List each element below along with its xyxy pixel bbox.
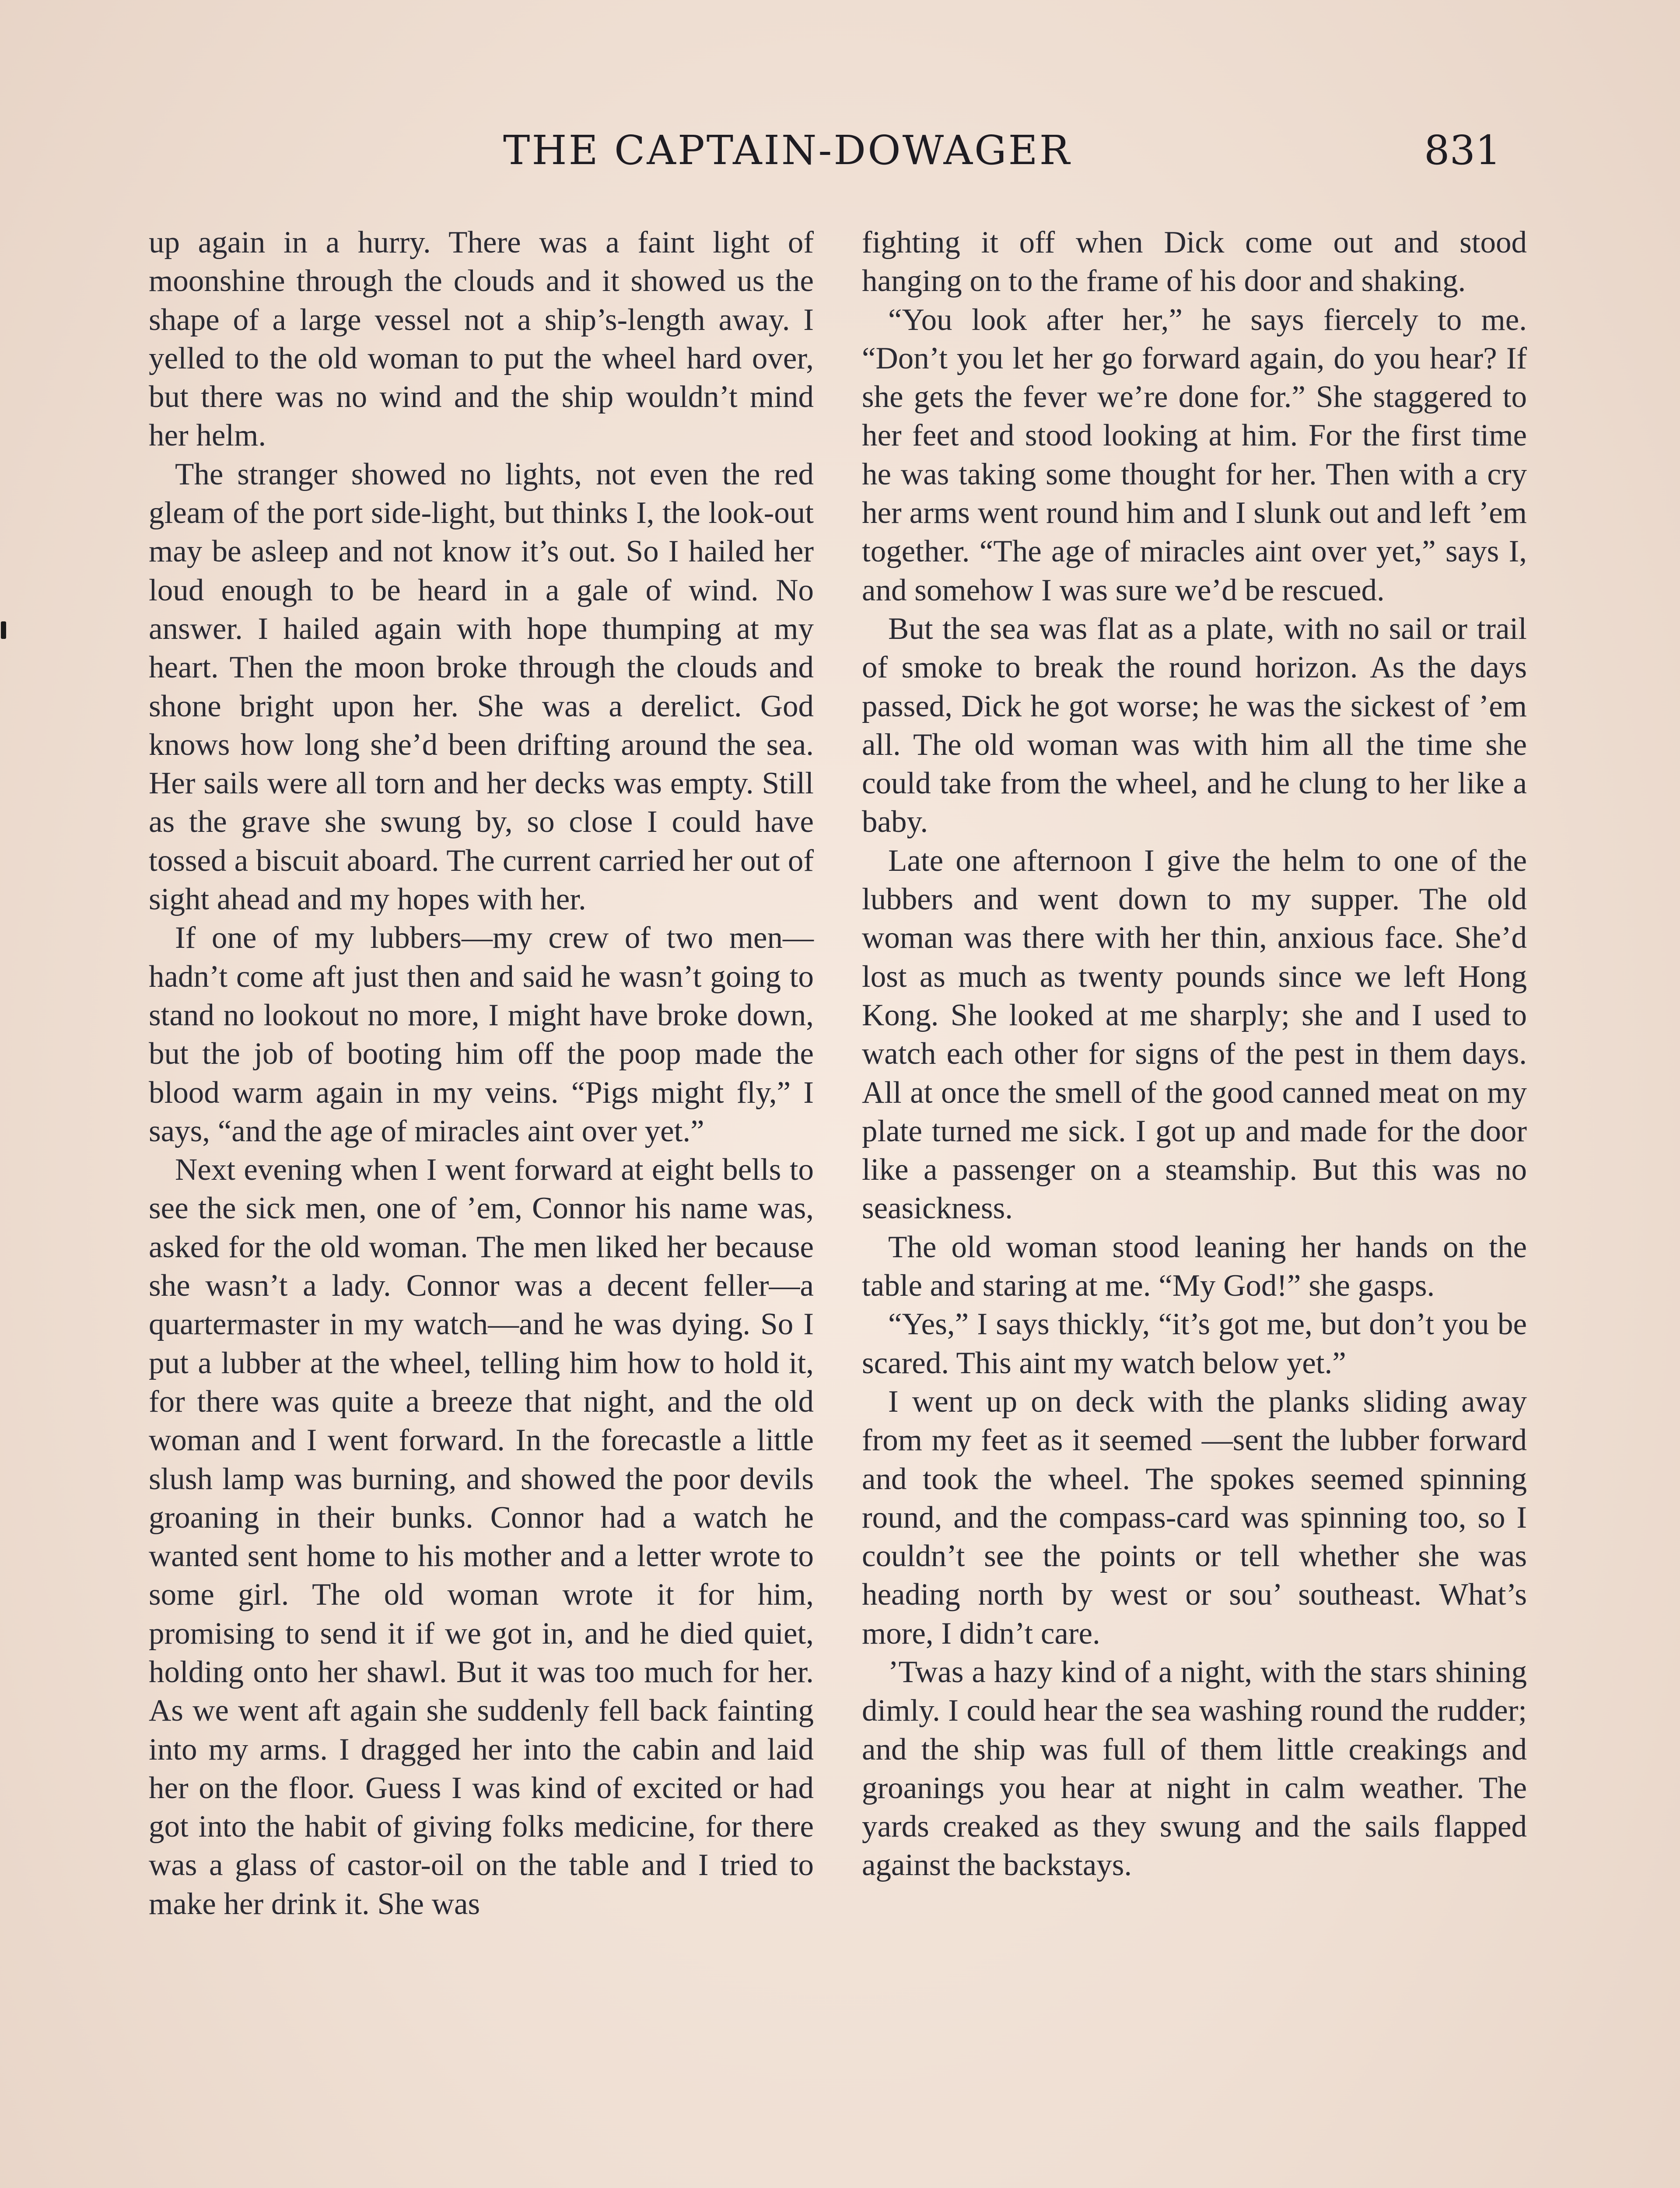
paragraph: The stranger showed no lights, not even the red gleam of the port side-light, but thinks I, the look-out may be asleep and not know it’s out. So I hailed her loud enough to be heard in a gale of wind. No answer. I hailed again with hope thumping at my heart. Then the moon broke through the clouds and shone bright upon her. She was a derelict. God knows how long she’d been drifting around the sea. Her sails were all torn and her decks was empty. Still as the grave she swung by, so close I could have tossed a biscuit aboard. The current carried her out of sight ahead and my hopes with her. [149,457,814,917]
page-number: 831 [1424,127,1501,174]
paragraph: Late one afternoon I give the helm to one of the lubbers and went down to my supper. The old woman was there with her thin, anxious face. She’d lost as much as twenty pounds since we left Hong Kong. She looked at me sharply; she and I used to watch each other for signs of the pest in them days. All at once the smell of the good canned meat on my plate turned me sick. I got up and made for the door like a passenger on a steamship. But this was no seasickness. [862,843,1527,1226]
paragraph: I went up on deck with the planks sliding away from my feet as it seemed —sent the lubber forward and took the wheel. The spokes seemed spinning round, and the compass-card was spinning too, so I couldn’t see the points or tell whether she was heading north by west or sou’ southeast. What’s more, I didn’t care. [862,1384,1527,1651]
paragraph: up again in a hurry. There was a faint light of moonshine through the clouds and it showed us the shape of a large vessel not a ship’s-length away. I yelled to the old woman to put the wheel hard over, but there was no wind and the ship wouldn’t mind her helm. [149,225,814,453]
right-text-column [862,223,1527,1885]
margin-ink-mark [1,621,6,639]
paragraph: If one of my lubbers—my crew of two men—hadn’t come aft just then and said he wasn’t going to stand no lookout no more, I might have broke down, but the job of booting him off the poop made the blood warm again in my veins. “Pigs might fly,” I says, “and the age of miracles aint over yet.” [149,921,814,1148]
paragraph: ’Twas a hazy kind of a night, with the stars shining dimly. I could hear the sea washing round the rudder; and the ship was full of them little creakings and groanings you hear at night in calm weather. The yards creaked as they swung and the sails flapped against the backstays. [862,1655,1527,1883]
left-text-column [149,223,814,1923]
paragraph: fighting it off when Dick come out and stood hanging on to the frame of his door and shaking. [862,225,1527,298]
paragraph: Next evening when I went forward at eight bells to see the sick men, one of ’em, Connor his name was, asked for the old woman. The men liked her because she wasn’t a lady. Connor was a decent feller—a quartermaster in my watch—and he was dying. So I put a lubber at the wheel, telling him how to hold it, for there was quite a breeze that night, and the old woman and I went forward. In the forecastle a little slush lamp was burning, and showed the poor devils groaning in their bunks. Connor had a watch he wanted sent home to his mother and a letter wrote to some girl. The old woman wrote it for him, promising to send it if we got in, and he died quiet, holding onto her shawl. But it was too much for her. As we went aft again she suddenly fell back fainting into my arms. I dragged her into the cabin and laid her on the floor. Guess I was kind of excited or had got into the habit of giving folks medicine, for there was a glass of castor-oil on the table and I tried to make her drink it. She was [149,1153,814,1921]
paragraph: “You look after her,” he says fiercely to me. “Don’t you let her go forward again, do you hear? If she gets the fever we’re done for.” She staggered to her feet and stood looking at him. For the first time he was taking some thought for her. Then with a cry her arms went round him and I slunk out and left ’em together. “The age of miracles aint over yet,” says I, and somehow I was sure we’d be rescued. [862,302,1527,607]
paragraph: But the sea was flat as a plate, with no sail or trail of smoke to break the round horizon. As the days passed, Dick he got worse; he was the sickest of ’em all. The old woman was with him all the time she could take from the wheel, and he clung to her like a baby. [862,611,1527,839]
page-header [0,127,1680,197]
paragraph: The old woman stood leaning her hands on the table and staring at me. “My God!” she gasps. [862,1230,1527,1303]
paragraph: “Yes,” I says thickly, “it’s got me, but don’t you be scared. This aint my watch below yet.” [862,1307,1527,1380]
running-title: THE CAPTAIN-DOWAGER [503,127,1071,174]
